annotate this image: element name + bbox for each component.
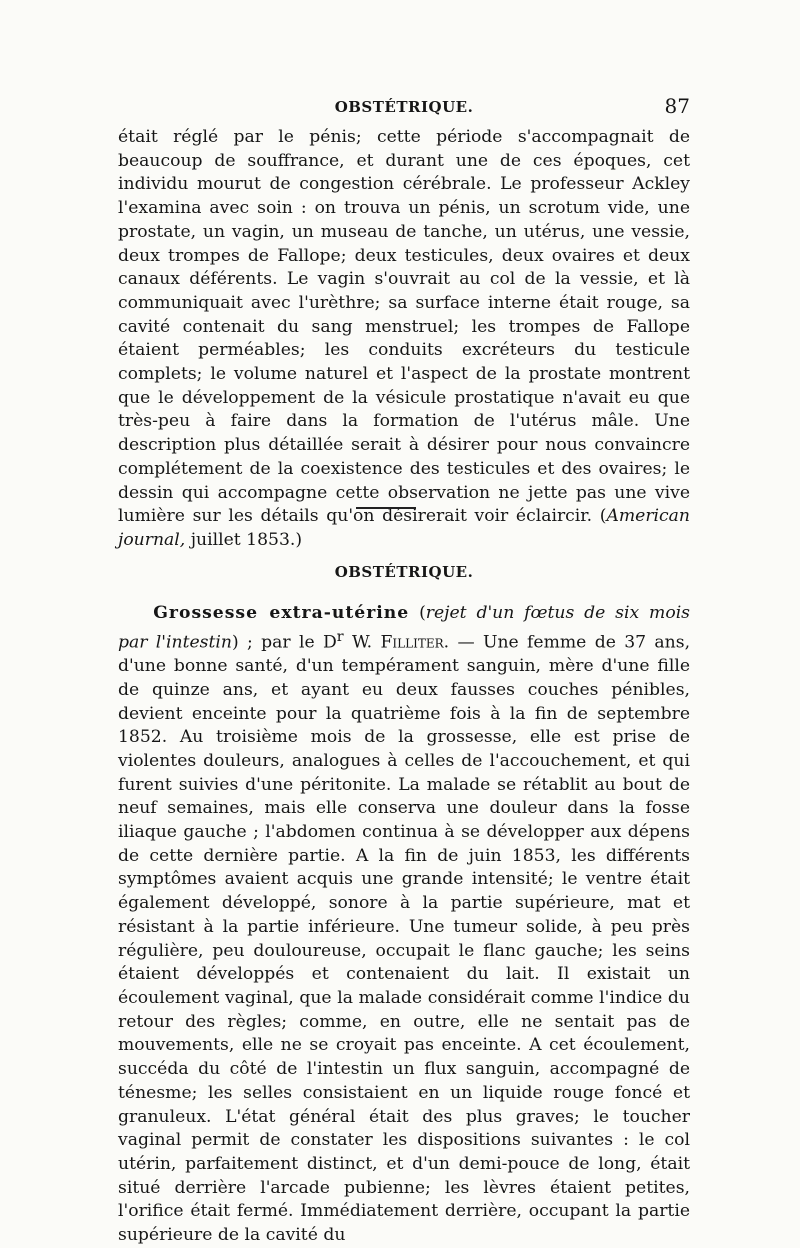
source-journal: American journal, (118, 506, 690, 550)
paragraph-text (118, 126, 690, 553)
running-head (118, 94, 690, 122)
paragraph-extrauterine-pregnancy (118, 602, 690, 1248)
article-subtitle: rejet d'un fœtus de six mois par l'intestin (118, 603, 691, 653)
paragraph-case-report (118, 126, 690, 553)
running-title: OBSTÉTRIQUE. (334, 98, 474, 116)
subtitle-open: ( (409, 603, 426, 623)
author-prefix: ) ; par le D (231, 632, 337, 653)
page-number: 87 (664, 94, 690, 118)
article-title: Grossesse extra-utérine (153, 603, 410, 623)
source-date: juillet 1853.) (185, 529, 303, 550)
doctor-abbrev: r (336, 628, 344, 645)
author-name: W. Filliter. (343, 632, 450, 653)
paragraph-text (118, 602, 690, 1248)
paragraph-body: était réglé par le pénis; cette période s'accompagnait de beaucoup de souffrance, et durant une de ces époques, cet individu mourut de congestion cérébrale. Le professeur Ackley l'examina avec soin : on trouva un pénis, un scrotum vide, une prostate, un vagin, un museau de tanche, un utérus, une vessie, deux trompes de Fallope; deux testicules, deux ovaires et deux canaux déférents. Le vagin s'ouvrait au col de la vessie, et là communiquait avec l'urèthre; sa surface interne était rouge, sa cavité contenait du sang menstruel; les trompes de Fallope étaient perméables; les conduits excréteurs du testicule complets; le volume naturel et l'aspect de la prostate montrent que le développement de la vésicule prostatique n'avait eu que très-peu à faire dans la formation de l'utérus mâle. Une description plus détaillée serait à désirer pour nous convaincre complétement de la coexistence des testicules et des ovaires; le dessin qui accompagne cette observation ne jette pas une vive lumière sur les détails qu'on désirerait voir éclaircir. (118, 127, 690, 527)
source-open: ( (592, 506, 607, 527)
paragraph-body: — Une femme de 37 ans, d'une bonne santé, d'un tempérament sanguin, mère d'une fille de quinze ans, et ayant eu deux fausses couches pénibles, devient enceinte pour la quatrième fois à la fin de septembre 1852. Au troisième mois de la grossesse, elle est prise de violentes douleurs, analogues à celles de l'accouchement, et qui furent suivies d'une péritonite. La malade se rétablit au bout de neuf semaines, mais elle conserva une douleur dans la fosse iliaque gauche ; l'abdomen continua à se développer aux dépens de cette dernière partie. A la fin de juin 1853, les différents symptômes avaient acquis une grande intensité; le ventre était également développé, sonore à la partie supérieure, mat et résistant à la partie inférieure. Une tumeur solide, à peu près régulière, peu douloureuse, occupait le flanc gauche; les seins étaient développés et contenaient du lait. Il existait un écoulement vaginal, que la malade considérait comme l'indice du retour des règles; comme, en outre, elle ne sentait pas de mouvements, elle ne se croyait pas enceinte. A cet écoulement, succéda du côté de l'intestin un flux sanguin, accompagné de ténesme; les selles consistaient en un liquide rouge foncé et granuleux. L'état général était des plus graves; le toucher vaginal permit de constater les dispositions suivantes : le col utérin, parfaitement distinct, et d'un demi-pouce de long, était situé derrière l'arcade pubienne; les lèvres étaient petites, l'orifice était fermé. Immédiatement derrière, occupant la partie supérieure de la cavité du (118, 632, 691, 1246)
section-divider (356, 507, 416, 509)
section-heading: OBSTÉTRIQUE. (334, 563, 474, 581)
